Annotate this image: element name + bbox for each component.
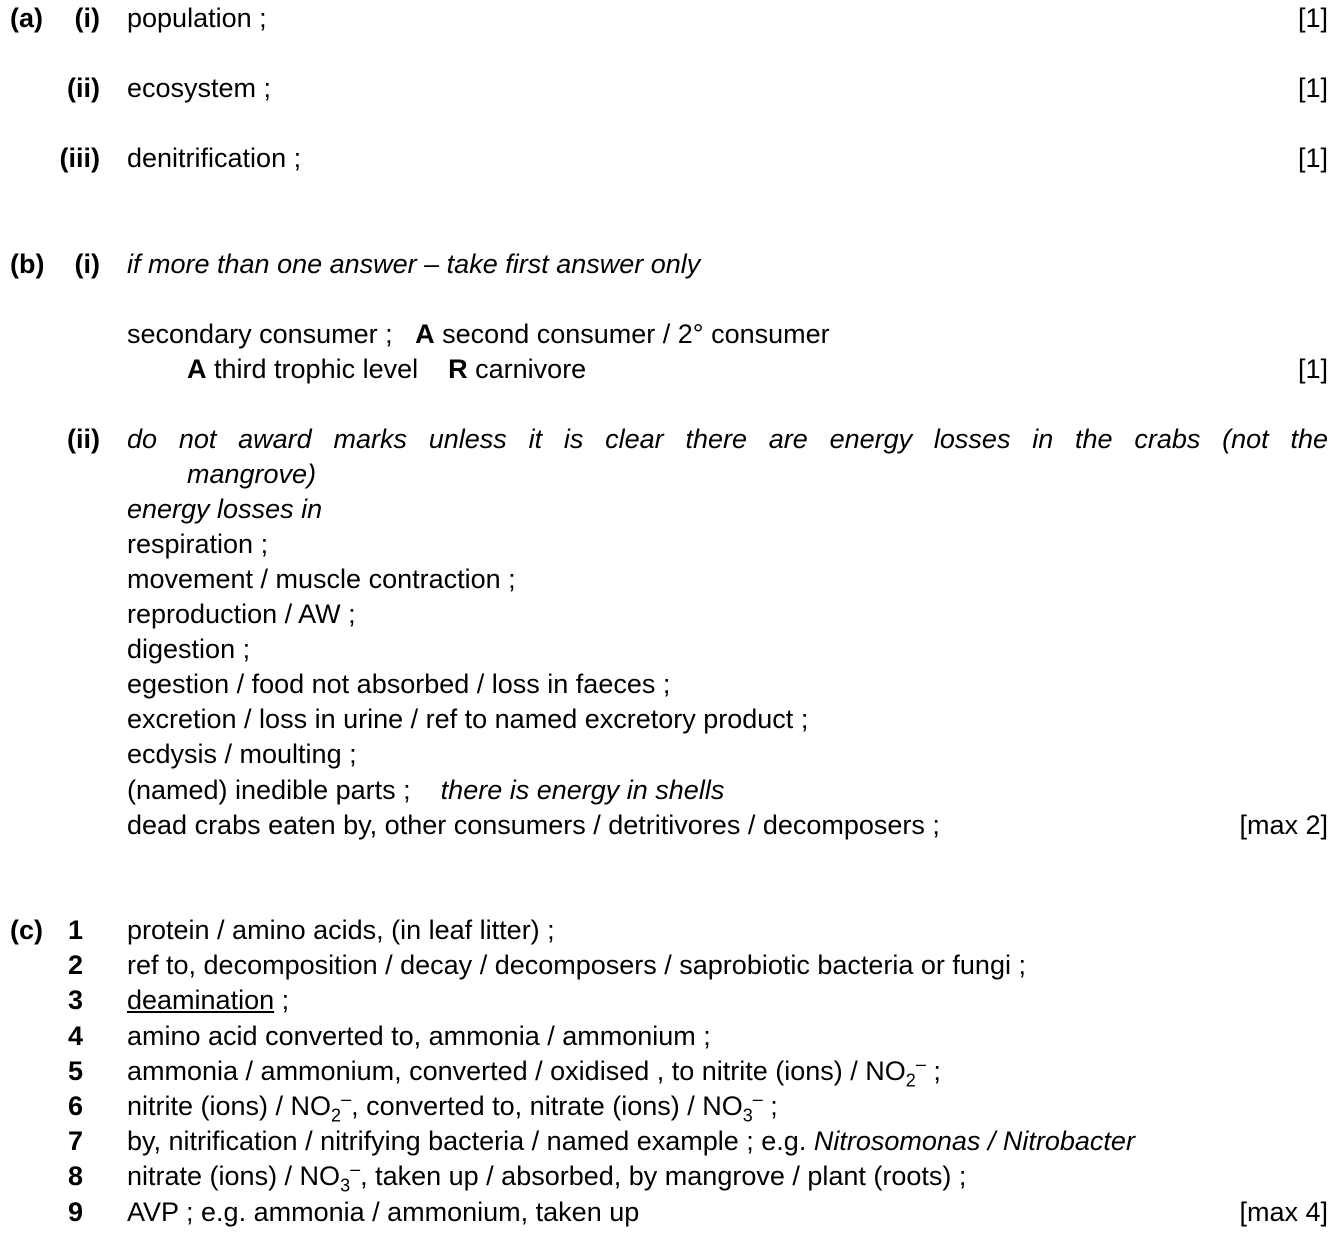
mark: [1] <box>1297 354 1328 384</box>
superscript: – <box>341 1089 352 1109</box>
examiner-note: mangrove) <box>187 459 317 489</box>
point-number: 5 <box>68 1056 84 1086</box>
answer-line <box>127 317 830 352</box>
point-text: nitrite (ions) / NO <box>127 1091 332 1121</box>
accept-marker: A <box>415 319 435 349</box>
point-text: (named) inedible parts ; <box>127 775 411 805</box>
example-species: Nitrosomonas / Nitrobacter <box>813 1126 1135 1156</box>
reject-marker: R <box>448 354 468 384</box>
point-text: egestion / food not absorbed / loss in faeces ; <box>127 669 671 699</box>
part-c-point-7 <box>0 1124 1343 1159</box>
mark: [max 4] <box>1239 1197 1328 1227</box>
answer-text: ecosystem ; <box>127 73 272 103</box>
part-b-i-accept-row <box>0 352 1343 387</box>
answer-text: secondary consumer ; <box>127 319 393 349</box>
point-tail: ; <box>762 1091 778 1121</box>
part-a-ii <box>0 71 1343 106</box>
roman-label: (ii) <box>67 73 100 103</box>
examiner-note: if more than one answer – take first answer only <box>127 249 701 279</box>
part-c-point-2 <box>0 948 1343 983</box>
part-a-label: (a) <box>10 3 43 33</box>
part-b-ii-note-row-2 <box>0 457 1343 492</box>
point-number: 6 <box>68 1091 84 1121</box>
part-c-point-6 <box>0 1089 1343 1124</box>
subscript: 2 <box>331 1105 342 1126</box>
point-line <box>127 983 289 1018</box>
superscript: – <box>915 1054 926 1074</box>
point-number: 1 <box>68 915 84 945</box>
part-a-i <box>0 1 1343 36</box>
point-text: , converted to, nitrate (ions) / NO <box>351 1091 743 1121</box>
point-text: reproduction / AW ; <box>127 599 356 629</box>
part-b-ii-note-row-3 <box>0 492 1343 527</box>
roman-label: (ii) <box>67 424 100 454</box>
examiner-note: energy losses in <box>127 494 323 524</box>
point-line <box>127 1159 966 1194</box>
part-c-point-1 <box>0 913 1343 948</box>
point-text: AVP ; e.g. ammonia / ammonium, taken up <box>127 1197 640 1227</box>
accept-marker: A <box>187 354 207 384</box>
examiner-note: there is energy in shells <box>440 775 725 805</box>
roman-label: (iii) <box>59 143 100 173</box>
mark: [max 2] <box>1239 810 1328 840</box>
list-item <box>0 562 1343 597</box>
part-c-point-4 <box>0 1019 1343 1054</box>
subscript: 3 <box>340 1175 351 1196</box>
point-text: by, nitrification / nitrifying bacteria / named example ; e.g. <box>127 1126 814 1156</box>
list-item <box>0 808 1343 843</box>
point-text: dead crabs eaten by, other consumers / detritivores / decomposers ; <box>127 810 940 840</box>
reject-text: carnivore <box>475 354 587 384</box>
mark: [1] <box>1297 3 1328 33</box>
list-item <box>0 773 1343 808</box>
list-item <box>0 702 1343 737</box>
point-text: protein / amino acids, (in leaf litter) ; <box>127 915 555 945</box>
superscript: – <box>350 1159 361 1179</box>
point-text: excretion / loss in urine / ref to named excretory product ; <box>127 704 809 734</box>
point-text: ecdysis / moulting ; <box>127 739 357 769</box>
point-text: movement / muscle contraction ; <box>127 564 516 594</box>
part-a-iii <box>0 141 1343 176</box>
part-b-i-note-row <box>0 247 1343 282</box>
superscript: – <box>752 1089 763 1109</box>
point-tail: ; <box>925 1056 941 1086</box>
roman-label: (i) <box>74 249 100 279</box>
part-c-point-5 <box>0 1054 1343 1089</box>
part-b-label: (b) <box>10 249 45 279</box>
point-text: nitrate (ions) / NO <box>127 1161 341 1191</box>
point-line <box>127 1124 1135 1159</box>
examiner-note: do not award marks unless it is clear there are energy losses in the crabs (not the <box>127 424 1328 454</box>
list-item <box>0 667 1343 702</box>
point-number: 2 <box>68 950 84 980</box>
list-item <box>0 527 1343 562</box>
accept-text: third trophic level <box>214 354 419 384</box>
point-text: respiration ; <box>127 529 269 559</box>
point-number: 3 <box>68 985 84 1015</box>
point-number: 7 <box>68 1126 84 1156</box>
point-number: 4 <box>68 1021 84 1051</box>
roman-label: (i) <box>74 3 100 33</box>
part-c-label: (c) <box>10 915 43 945</box>
accept-text: second consumer / 2° consumer <box>442 319 830 349</box>
list-item <box>0 737 1343 772</box>
part-c-point-9 <box>0 1195 1343 1230</box>
mark: [1] <box>1297 143 1328 173</box>
point-line <box>127 1089 778 1124</box>
point-line <box>127 1054 941 1089</box>
part-c-point-8 <box>0 1159 1343 1194</box>
part-b-ii-note-row <box>0 422 1343 457</box>
part-b-i-answer-row <box>0 317 1343 352</box>
part-c-point-3 <box>0 983 1343 1018</box>
point-text: , taken up / absorbed, by mangrove / plant (roots) ; <box>360 1161 967 1191</box>
point-number: 8 <box>68 1161 84 1191</box>
subscript: 3 <box>742 1105 753 1126</box>
subscript: 2 <box>905 1070 916 1091</box>
list-item <box>0 597 1343 632</box>
point-number: 9 <box>68 1197 84 1227</box>
answer-text: population ; <box>127 3 267 33</box>
point-tail: ; <box>274 985 290 1015</box>
point-text-underlined: deamination <box>127 985 275 1015</box>
accept-line <box>187 352 586 387</box>
point-text: ammonia / ammonium, converted / oxidised , to nitrite (ions) / NO <box>127 1056 906 1086</box>
list-item <box>0 632 1343 667</box>
answer-text: denitrification ; <box>127 143 302 173</box>
point-text: ref to, decomposition / decay / decomposers / saprobiotic bacteria or fungi ; <box>127 950 1026 980</box>
point-line <box>127 773 724 808</box>
mark: [1] <box>1297 73 1328 103</box>
point-text: digestion ; <box>127 634 251 664</box>
point-text: amino acid converted to, ammonia / ammonium ; <box>127 1021 711 1051</box>
